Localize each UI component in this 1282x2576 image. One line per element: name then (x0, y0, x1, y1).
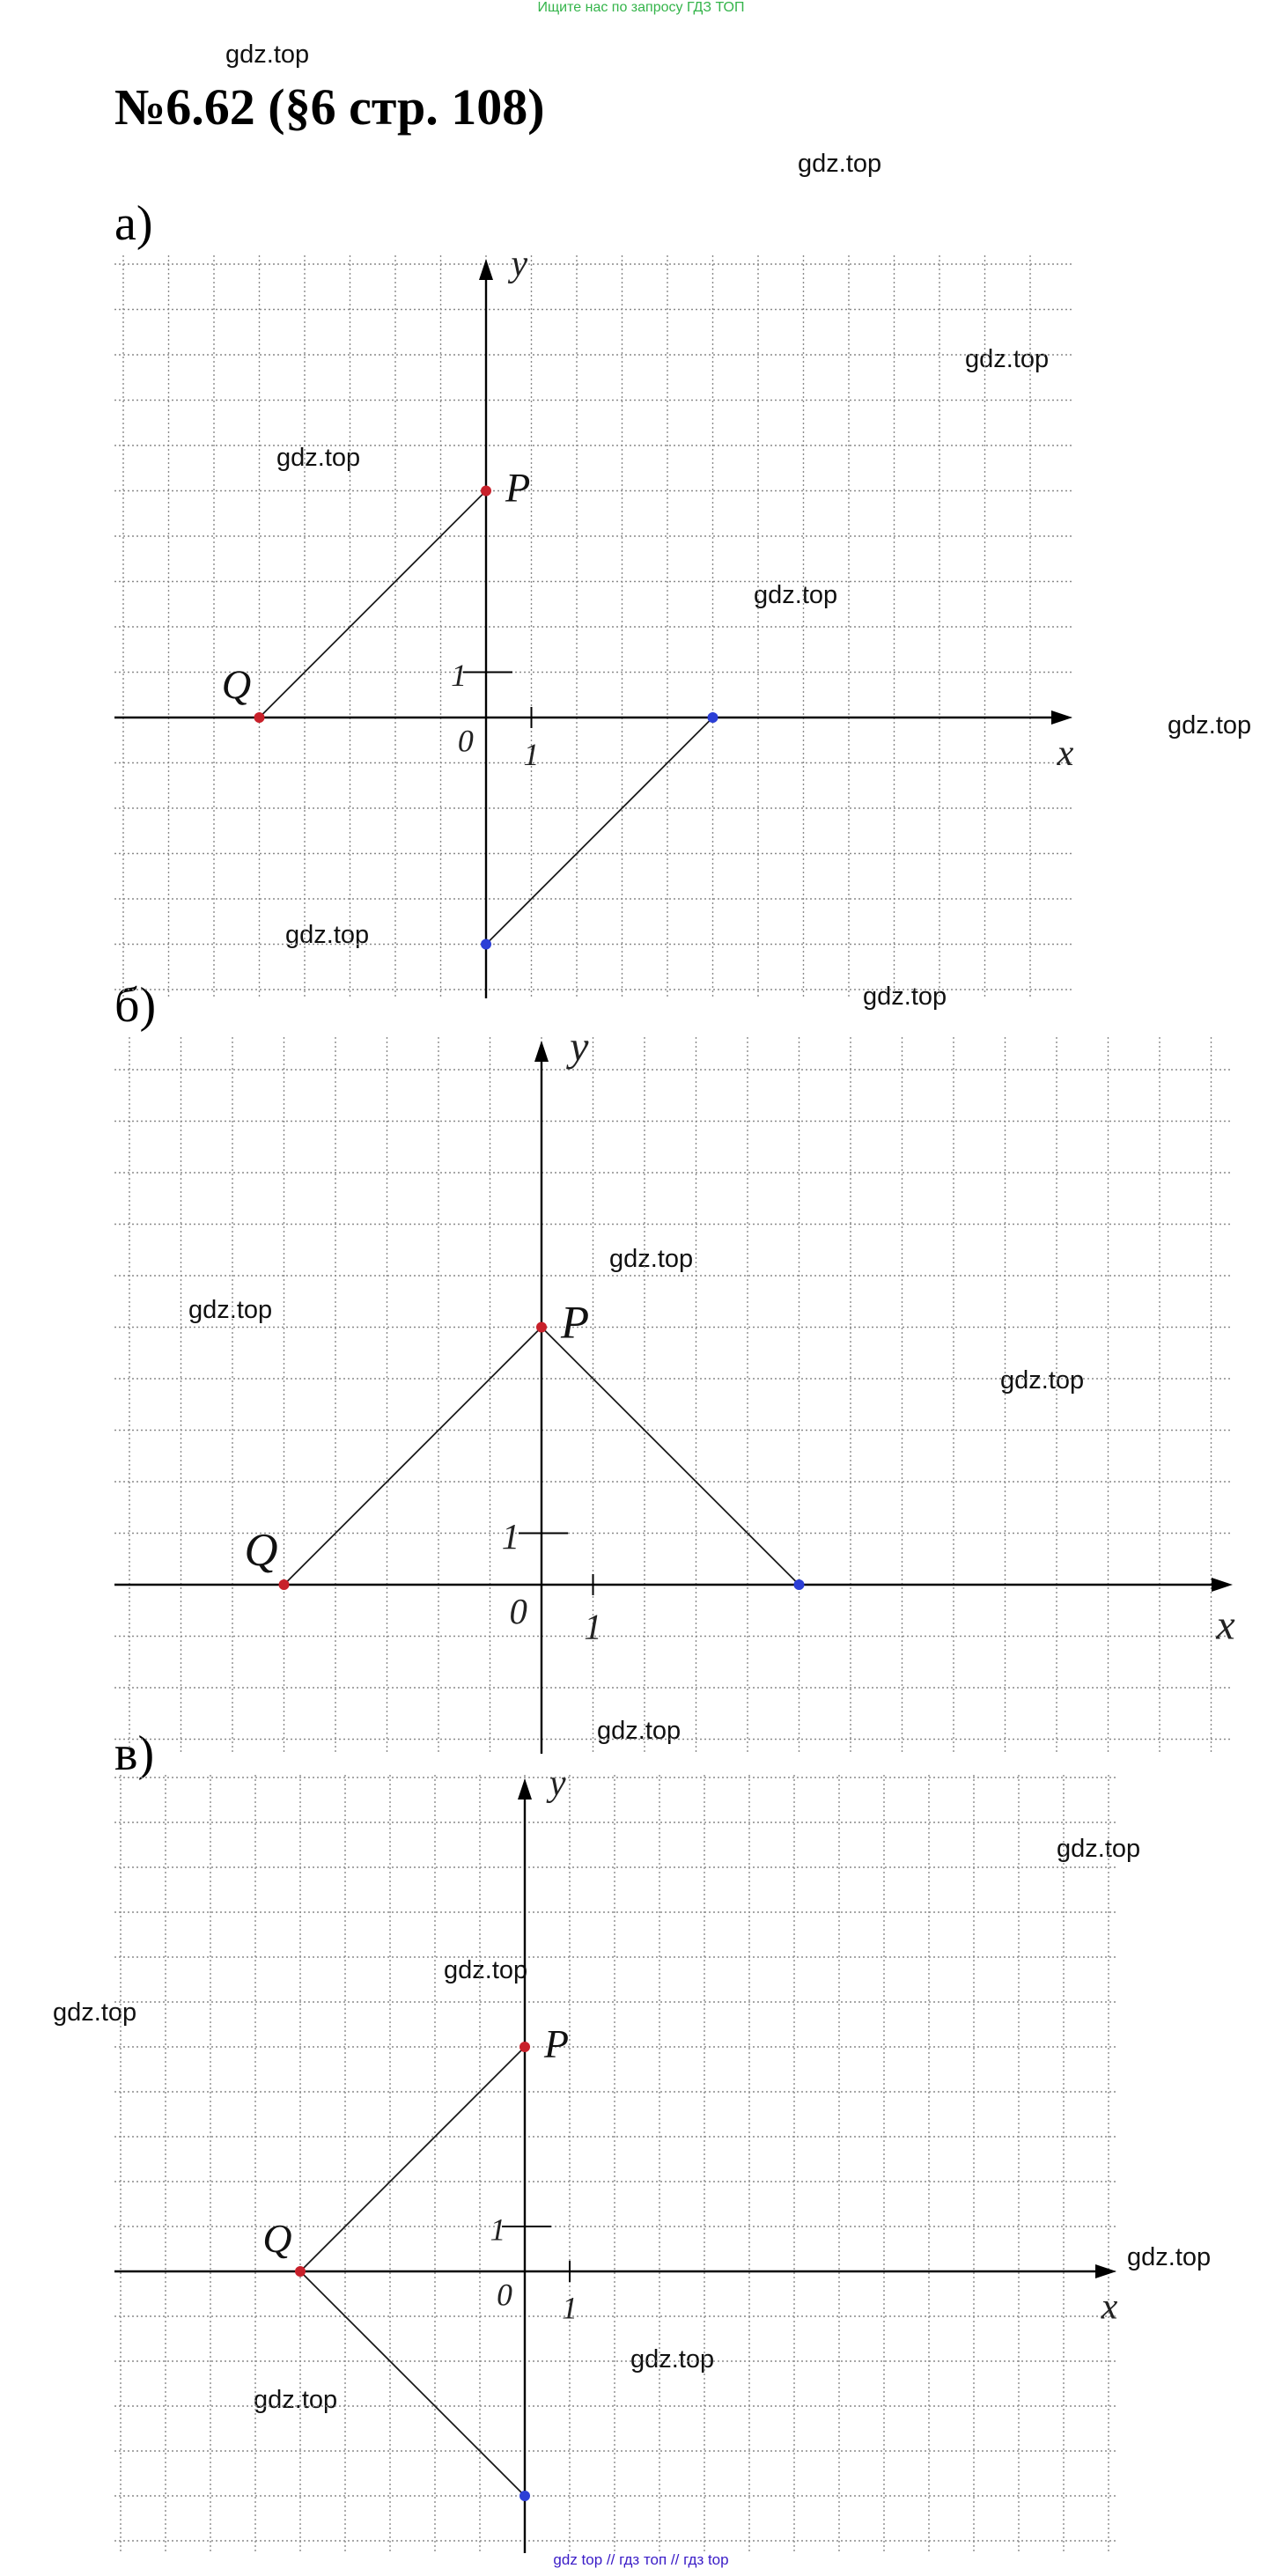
y-unit-label: 1 (490, 2212, 506, 2248)
part-label-a: а) (114, 196, 153, 251)
point-label-q: Q (221, 663, 252, 708)
watermark: gdz.top (1057, 1835, 1141, 1863)
y-unit-label: 1 (451, 657, 468, 693)
y-axis-arrow-icon (534, 1041, 549, 1062)
watermark: gdz.top (1168, 711, 1252, 740)
x-axis-arrow-icon (1212, 1578, 1233, 1592)
x-unit-label: 1 (523, 737, 540, 773)
watermark: gdz.top (754, 581, 838, 609)
watermark: gdz.top (276, 444, 361, 472)
watermark: gdz.top (863, 983, 947, 1011)
watermark: gdz.top (798, 150, 882, 178)
watermark: gdz.top (1127, 2243, 1212, 2271)
x-axis-arrow-icon (1095, 2264, 1116, 2278)
y-unit-label: 1 (501, 1517, 520, 1557)
segment (486, 718, 713, 945)
point-marker (481, 939, 491, 950)
part-label-v: в) (114, 1726, 155, 1781)
origin-label: 0 (509, 1591, 527, 1631)
watermark: gdz.top (285, 921, 370, 949)
point-label-q: Q (244, 1525, 278, 1576)
point-marker (519, 2042, 530, 2052)
x-axis-label: x (1101, 2286, 1118, 2328)
point-marker (279, 1579, 290, 1590)
exercise-title: №6.62 (§6 стр. 108) (114, 78, 545, 136)
point-label-q: Q (262, 2216, 292, 2261)
point-label-p: P (544, 2021, 570, 2066)
origin-label: 0 (457, 723, 474, 759)
y-axis-label: y (549, 1763, 566, 1804)
point-marker (708, 712, 718, 723)
footer-links[interactable]: gdz top // гдз топ // гдз top (553, 2551, 729, 2568)
watermark: gdz.top (630, 2345, 715, 2374)
watermark: gdz.top (225, 40, 310, 69)
x-unit-label: 1 (562, 2290, 578, 2326)
search-banner[interactable]: Ищите нас по запросу ГДЗ ТОП (537, 0, 745, 15)
x-unit-label: 1 (584, 1607, 602, 1647)
watermark: gdz.top (965, 345, 1050, 373)
point-marker (295, 2266, 306, 2277)
watermark: gdz.top (53, 1998, 137, 2027)
x-axis-label: x (1057, 732, 1074, 775)
point-marker (519, 2491, 530, 2501)
x-axis-arrow-icon (1051, 710, 1072, 725)
segment (542, 1328, 799, 1586)
watermark: gdz.top (254, 2386, 338, 2414)
watermark: gdz.top (1000, 1366, 1085, 1395)
point-label-p: P (561, 1297, 590, 1349)
part-label-b: б) (114, 978, 157, 1033)
watermark: gdz.top (444, 1956, 528, 1984)
x-axis-label: x (1216, 1601, 1235, 1649)
watermark: gdz.top (188, 1296, 273, 1324)
point-label-p: P (505, 466, 531, 512)
point-marker (481, 486, 491, 497)
point-marker (254, 712, 265, 723)
segment (300, 2271, 525, 2496)
point-marker (794, 1579, 805, 1590)
y-axis-label: y (511, 243, 528, 285)
point-marker (536, 1322, 547, 1333)
origin-label: 0 (497, 2277, 512, 2313)
y-axis-arrow-icon (479, 259, 493, 280)
watermark: gdz.top (609, 1245, 694, 1273)
y-axis-arrow-icon (518, 1778, 532, 1800)
watermark: gdz.top (597, 1717, 682, 1745)
y-axis-label: y (570, 1023, 589, 1071)
